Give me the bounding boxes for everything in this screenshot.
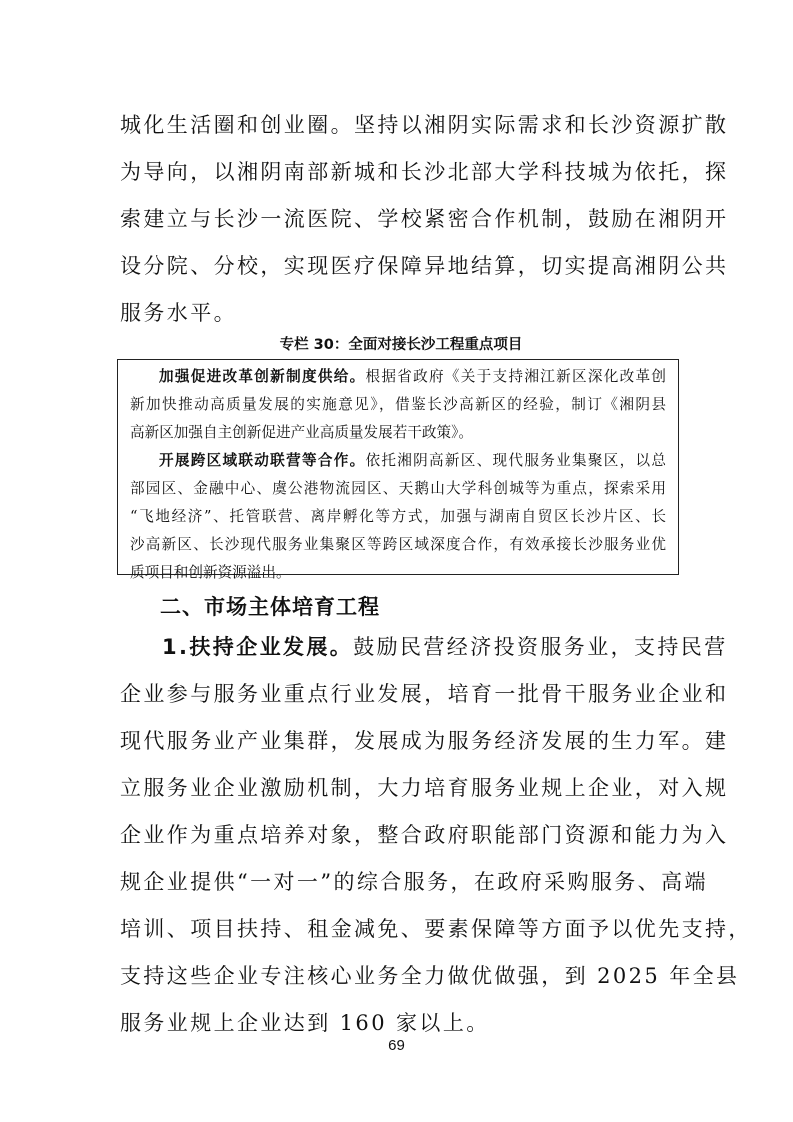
box-text-line: 新加快推动高质量发展的实施意见》，借鉴长沙高新区的经验，制订《湘阴县 [130, 396, 666, 413]
box-item-1-line [130, 363, 666, 391]
box-text-line: “飞地经济”、托管联营、离岸孵化等方式，加强与湖南自贸区长沙片区、长 [130, 508, 666, 525]
box-item-2-title: 开展跨区域联动联营等合作。 [159, 452, 366, 469]
box-item-1-title: 加强促进改革创新制度供给。 [159, 368, 366, 385]
text-line: 城化生活圈和创业圈。坚持以湘阴实际需求和长沙资源扩散 [120, 113, 729, 137]
text-line: 索建立与长沙一流医院、学校紧密合作机制，鼓励在湘阴开 [120, 207, 729, 231]
box-text-line: 沙高新区、长沙现代服务业集聚区等跨区域深度合作，有效承接长沙服务业优 [130, 536, 666, 553]
box-item-2-text: 依托湘阴高新区、现代服务业集聚区，以总 [365, 452, 666, 469]
text-line: 规企业提供“一对一”的综合服务，在政府采购服务、高端 [120, 870, 708, 894]
text-line: 服务水平。 [120, 301, 237, 325]
box-text-line: 高新区加强自主创新促进产业高质量发展若干政策》。 [130, 424, 473, 441]
section-heading: 二、市场主体培育工程 [160, 595, 380, 619]
paragraph-text: 鼓励民营经济投资服务业，支持民营 [353, 635, 728, 659]
paragraph-enterprise-support [120, 624, 752, 1047]
box-caption: 专栏 30：全面对接长沙工程重点项目 [279, 337, 523, 353]
text-line: 服务业规上企业达到 160 家以上。 [120, 1011, 490, 1035]
text-line: 企业参与服务业重点行业发展，培育一批骨干服务业企业和 [120, 682, 729, 706]
box-item-2-line [130, 447, 666, 475]
box-text-line: 部园区、金融中心、虞公港物流园区、天鹅山大学科创城等为重点，探索采用 [130, 480, 666, 497]
feature-box [117, 359, 679, 581]
paragraph-title: 1.扶持企业发展。 [162, 635, 354, 659]
text-line: 企业作为重点培养对象，整合政府职能部门资源和能力为入 [120, 823, 729, 847]
text-line: 现代服务业产业集群，发展成为服务经济发展的生力军。建 [120, 729, 729, 753]
text-line: 立服务业企业激励机制，大力培育服务业规上企业，对入规 [120, 776, 729, 800]
text-line: 培训、项目扶持、租金减免、要素保障等方面予以优先支持， [120, 917, 752, 941]
text-line: 为导向，以湘阴南部新城和长沙北部大学科技城为依托，探 [120, 160, 729, 184]
box-text-line: 质项目和创新资源溢出。 [130, 564, 291, 581]
paragraph-public-services [120, 102, 729, 337]
text-line: 支持这些企业专注核心业务全力做优做强，到 2025 年全县 [120, 964, 740, 988]
page-number: 69 [388, 1037, 405, 1054]
text-line: 设分院、分校，实现医疗保障异地结算，切实提高湘阴公共 [120, 254, 729, 278]
text-line [120, 624, 728, 671]
box-item-1-text: 根据省政府《关于支持湘江新区深化改革创 [365, 368, 666, 385]
